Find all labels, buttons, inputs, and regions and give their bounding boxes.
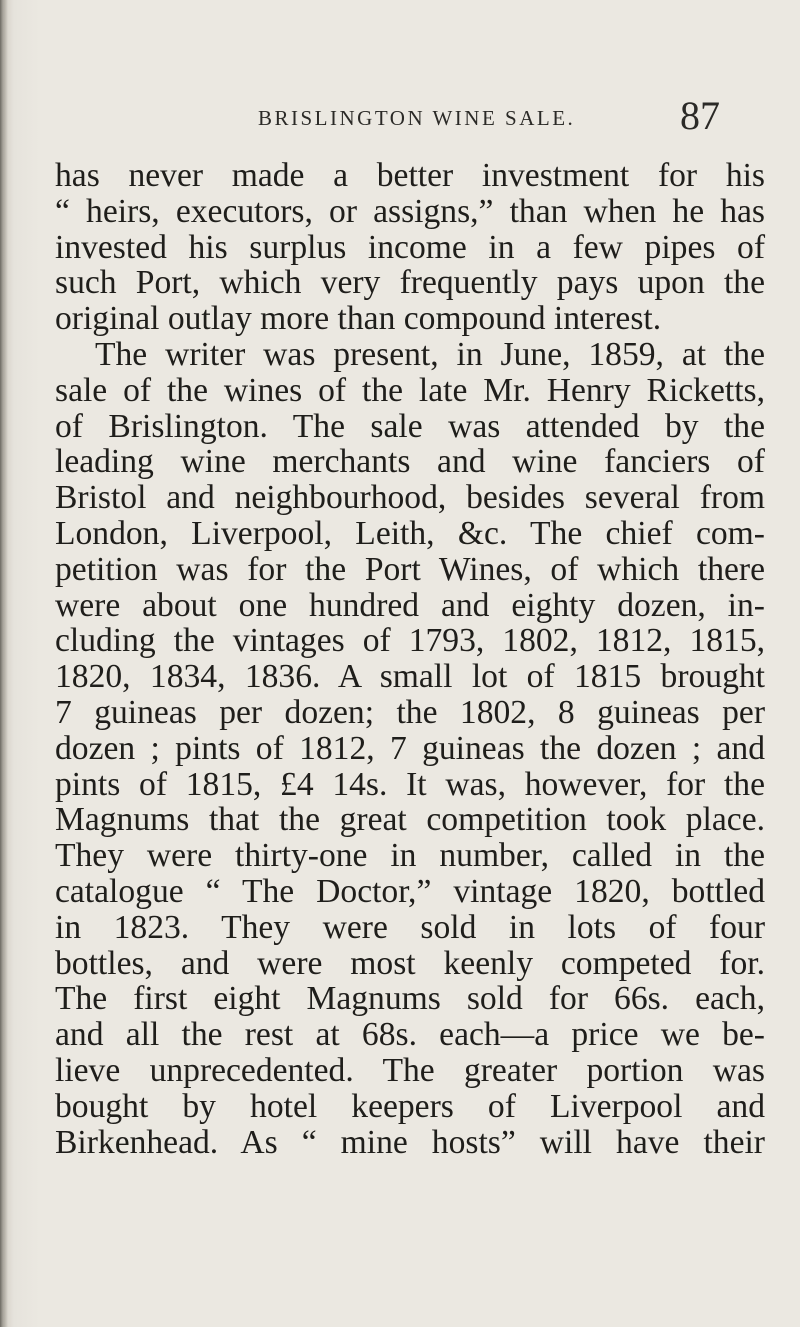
text-line: Magnums that the great competition took place. — [55, 801, 765, 839]
text-line: lieve unprecedented. The greater portion was — [55, 1051, 765, 1089]
text-line: The writer was present, in June, 1859, at the — [95, 335, 765, 373]
text-line: of Brislington. The sale was attended by the — [55, 407, 765, 445]
text-line: catalogue “ The Doctor,” vintage 1820, bottled — [55, 872, 765, 910]
text-line: leading wine merchants and wine fanciers of — [55, 443, 765, 481]
text-line: The first eight Magnums sold for 66s. each, — [55, 980, 765, 1018]
running-head — [60, 92, 740, 142]
text-line: 1820, 1834, 1836. A small lot of 1815 brought — [55, 658, 765, 696]
text-line: Birkenhead. As “ mine hosts” will have their — [55, 1123, 765, 1161]
text-line: bottles, and were most keenly competed for. — [55, 944, 765, 982]
text-line: in 1823. They were sold in lots of four — [55, 908, 765, 946]
text-line: such Port, which very frequently pays upon the — [55, 264, 765, 302]
text-line: has never made a better investment for his — [55, 157, 765, 194]
text-line: petition was for the Port Wines, of which there — [55, 550, 765, 588]
page-number: 87 — [680, 93, 720, 138]
text-line: “ heirs, executors, or assigns,” than when he has — [55, 192, 765, 230]
running-title: BRISLINGTON WINE SALE. — [258, 106, 576, 130]
text-line: and all the rest at 68s. each—a price we be- — [55, 1016, 765, 1054]
text-line: dozen ; pints of 1812, 7 guineas the dozen ; and — [55, 729, 765, 767]
text-line: Bristol and neighbourhood, besides several from — [55, 479, 765, 517]
body-text — [55, 158, 765, 1160]
text-line: 7 guineas per dozen; the 1802, 8 guineas per — [55, 693, 765, 731]
text-line: pints of 1815, £4 14s. It was, however, for the — [55, 765, 765, 803]
text-line: sale of the wines of the late Mr. Henry Ricketts, — [55, 371, 765, 409]
text-line: They were thirty-one in number, called in the — [55, 837, 765, 875]
text-line: London, Liverpool, Leith, &c. The chief com- — [55, 514, 765, 552]
text-line: invested his surplus income in a few pipes of — [55, 228, 765, 266]
text-line: cluding the vintages of 1793, 1802, 1812, 1815, — [55, 622, 765, 660]
text-line: were about one hundred and eighty dozen, in- — [55, 586, 765, 624]
binding-gutter-shadow — [0, 0, 8, 1327]
text-line: original outlay more than compound interest. — [55, 300, 662, 338]
text-line: bought by hotel keepers of Liverpool and — [55, 1087, 765, 1125]
